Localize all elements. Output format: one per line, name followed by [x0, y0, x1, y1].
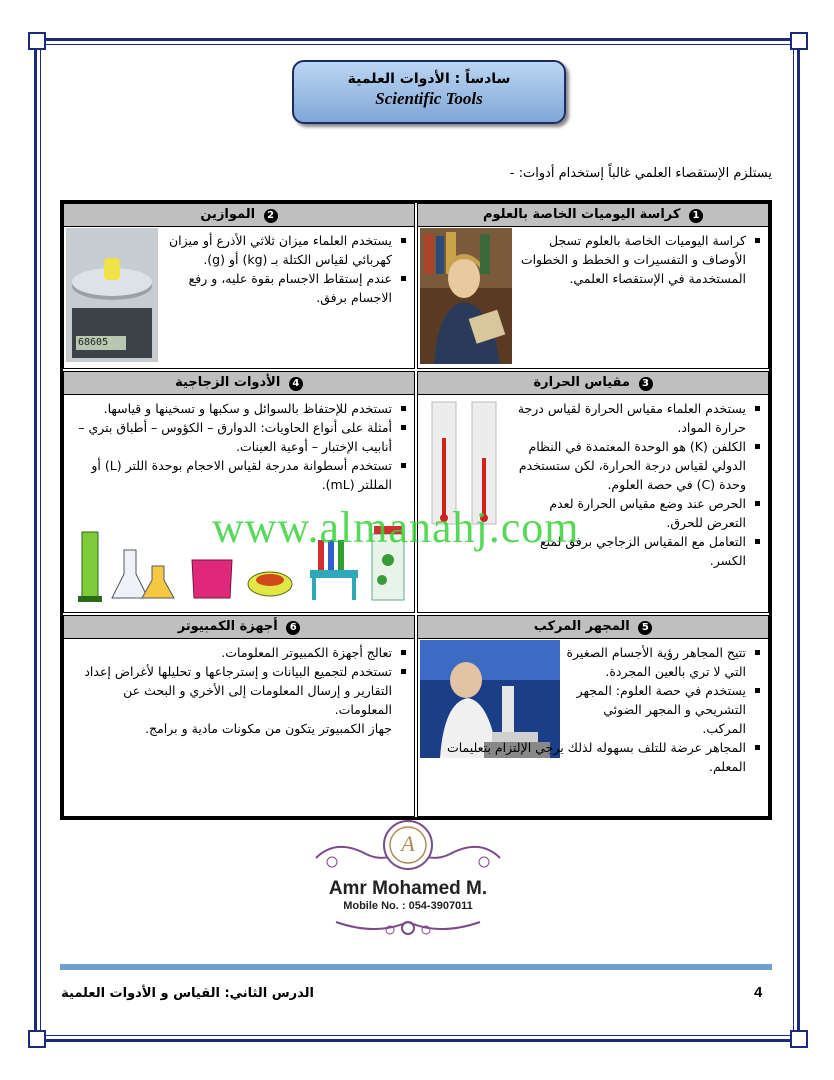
author-mobile: Mobile No. : 054-3907011: [343, 900, 473, 912]
section-heading: [64, 204, 414, 227]
number-badge: 3: [639, 377, 653, 391]
section-heading: [64, 616, 414, 639]
number-badge: 1: [689, 209, 703, 223]
number-badge: 4: [289, 377, 303, 391]
heading-text: الموازين: [200, 207, 256, 222]
heading-text: مقياس الحرارة: [533, 375, 630, 390]
list-item: تستخدم أسطوانة مدرجة لقياس الاحجام بوحدة اللتر (L) أو المللتر (mL).: [64, 456, 392, 494]
section-glassware: [63, 371, 415, 613]
list-item: تستخدم للإحتفاظ بالسوائل و سكبها و تسخينها و قياسها.: [64, 399, 392, 418]
list-item: يستخدم العلماء مقياس الحرارة لقياس درجة حرارة المواد.: [514, 399, 746, 437]
number-badge: 2: [264, 209, 278, 223]
section-balances: [63, 203, 415, 369]
title-english: Scientific Tools: [375, 89, 483, 108]
corner-ornament: [790, 32, 808, 50]
corner-ornament: [790, 1030, 808, 1048]
section-computers: [63, 615, 415, 817]
section-title-box: [292, 60, 566, 124]
heading-text: الأدوات الزجاجية: [175, 375, 281, 390]
number-badge: 5: [638, 621, 652, 635]
list-item: تتيح المجاهر رؤية الأجسام الصغيرة التي لا تري بالعين المجردة.: [564, 643, 746, 681]
corner-ornament: [28, 1030, 46, 1048]
section-heading: [418, 372, 768, 395]
list-item: تعالج أجهزة الكمبيوتر المعلومات.: [64, 643, 392, 662]
heading-text: المجهر المركب: [533, 619, 630, 634]
student-writing-photo: [420, 228, 512, 364]
title-arabic: سادساً : الأدوات العلمية: [347, 71, 511, 87]
corner-ornament: [28, 32, 46, 50]
list-item: عندم إستقاط الاجسام بقوة عليه، و رفع الاجسام برفق.: [160, 269, 392, 307]
list-item: التعامل مع المقياس الزجاجي برفق لمنع الكسر.: [514, 532, 746, 570]
list-item: الكلفن (K) هو الوحدة المعتمدة في النظام الدولي لقياس درجة الحرارة، لكن ستستخدم وحدة (C) في حصة العلوم.: [514, 437, 746, 494]
heading-text: كراسة اليوميات الخاصة بالعلوم: [483, 207, 681, 222]
logo-letter: A: [401, 831, 415, 856]
list-item: كراسة اليوميات الخاصة بالعلوم تسجل الأوصاف و التفسيرات و الخطط و الخطوات المستخدمة في الإستقصاء العلمي.: [514, 231, 746, 288]
list-item: يستخدم العلماء ميزان ثلاثي الأذرع أو ميزان كهربائي لقياس الكتلة بـ (kg) أو (g).: [160, 231, 392, 269]
list-item: يستخدم في حصة العلوم: المجهر التشريحي و المجهر الضوئي المركب.: [564, 681, 746, 738]
section-microscope: [417, 615, 769, 817]
section-heading: [64, 372, 414, 395]
author-logo: [306, 818, 510, 958]
section-heading: [418, 204, 768, 227]
section-heading: [418, 616, 768, 639]
list-item: المجاهر عرضة للتلف بسهوله لذلك يرجي الإلتزام بتعليمات المعلم.: [424, 738, 746, 776]
list-item: تستخدم لتجميع البيانات و إسترجاعها و تحليلها لأغراض إعداد التقارير و إرسال المعلومات إلى الأخري و البحث عن المعلومات.: [64, 662, 392, 719]
ornament-icon: [306, 912, 510, 946]
heading-text: أجهزة الكمبيوتر: [177, 619, 278, 634]
footer-bar: [60, 964, 772, 970]
note-text: جهاز الكمبيوتر يتكون من مكونات مادية و برامج.: [145, 721, 392, 736]
page-number: 4: [754, 984, 763, 1001]
list-item: أمثلة على أنواع الحاويات: الدوارق – الكؤوس – أطباق بتري – أنابيب الإختبار – أوعية العينات.: [64, 418, 392, 456]
author-name: Amr Mohamed M.: [328, 878, 488, 899]
watermark: www.almanahj.com: [212, 503, 580, 552]
section-thermometer: [417, 371, 769, 613]
intro-text: يستلزم الإستقصاء العلمي غالباً إستخدام أدوات: -: [509, 166, 772, 181]
electronic-scale-photo: [66, 228, 158, 362]
footer-lesson-title: الدرس الثاني: القياس و الأدوات العلمية: [61, 986, 314, 1001]
section-science-journal: [417, 203, 769, 369]
list-item: الحرص عند وضع مقياس الحرارة لعدم التعرض للحرق.: [514, 494, 746, 532]
number-badge: 6: [286, 621, 300, 635]
scale-display-reading: 68605: [78, 337, 109, 348]
